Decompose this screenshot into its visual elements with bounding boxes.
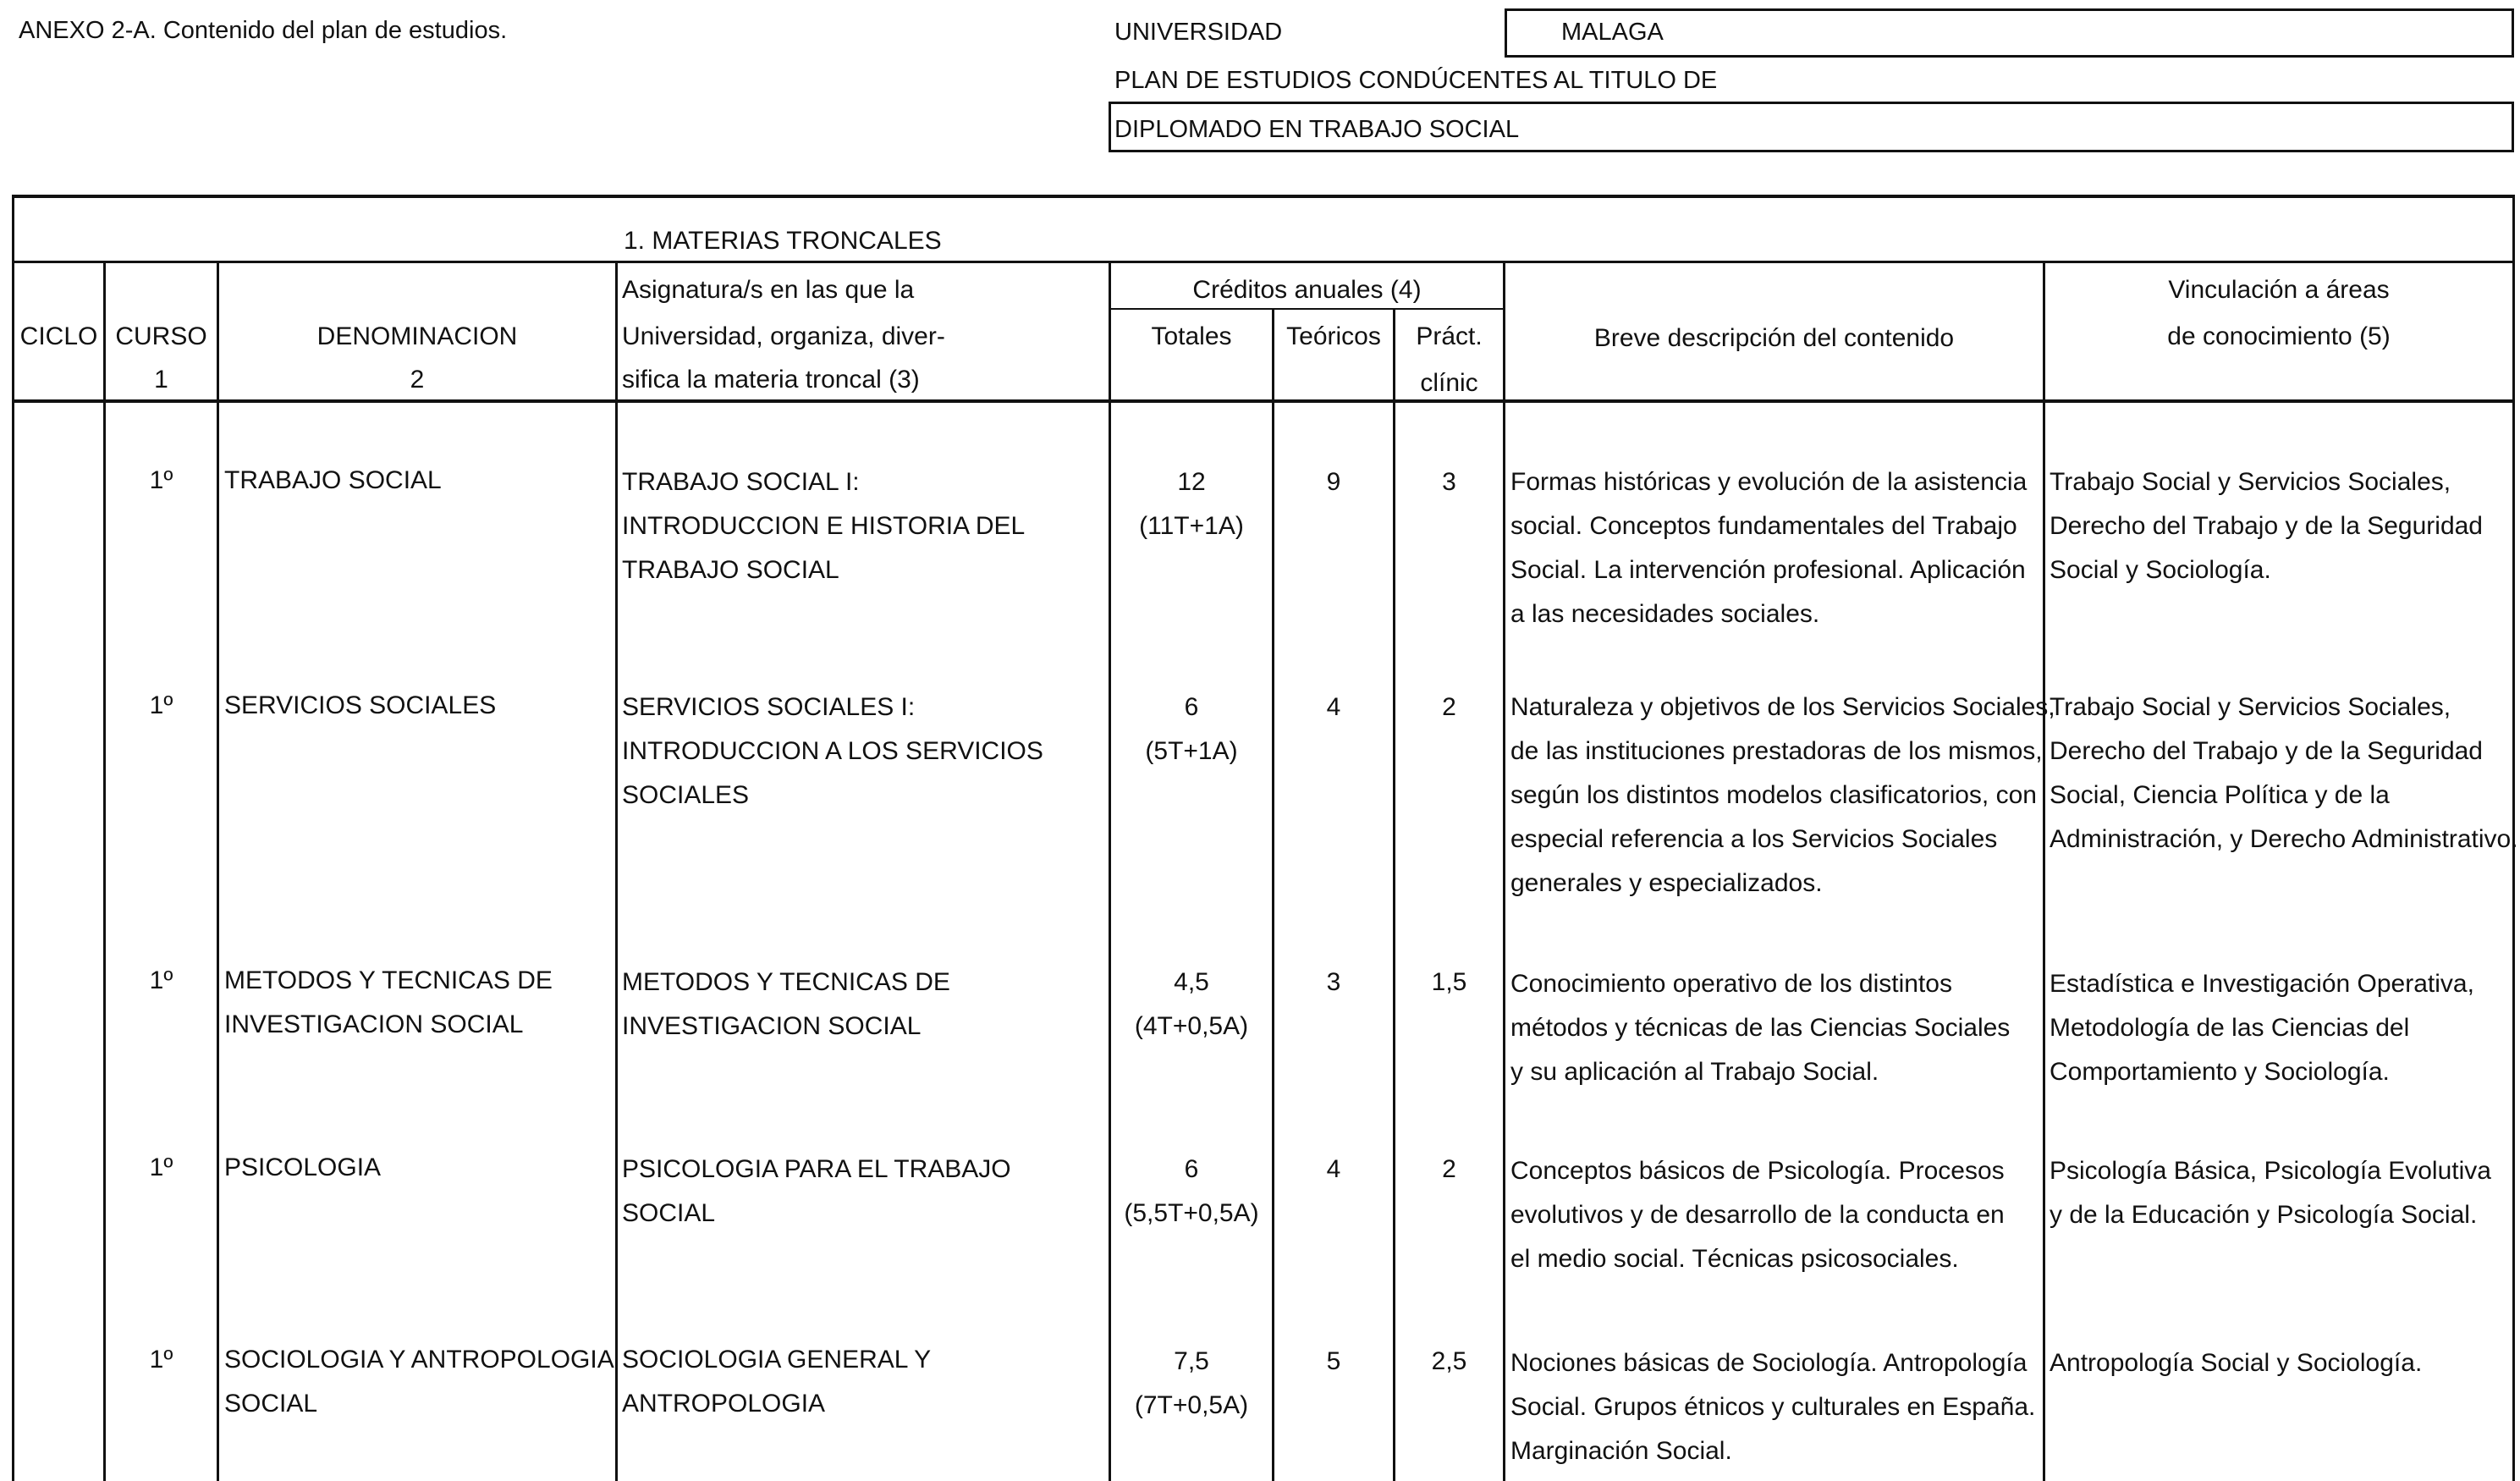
row-curso: 1º xyxy=(149,691,173,719)
row-practicos: 2 xyxy=(1442,693,1456,721)
header-bottom-border xyxy=(12,399,2515,403)
plan-label: PLAN DE ESTUDIOS CONDÚCENTES AL TITULO DE xyxy=(1114,67,1718,94)
header-descripcion: Breve descripción del contenido xyxy=(1593,324,1955,352)
header-curso-number: 1 xyxy=(154,366,168,394)
row-asignatura: TRABAJO SOCIAL I: INTRODUCCION E HISTORIA DEL TRABAJO SOCIAL xyxy=(622,468,1026,584)
header-teoricos: Teóricos xyxy=(1286,322,1381,350)
header-denominacion: DENOMINACION xyxy=(316,322,518,350)
col-line-3 xyxy=(615,261,618,1481)
row-practicos: 2,5 xyxy=(1431,1347,1467,1375)
row-teoricos: 4 xyxy=(1326,1155,1341,1183)
annex-title: ANEXO 2-A. Contenido del plan de estudios. xyxy=(19,17,508,44)
row-descripcion: Conocimiento operativo de los distintos métodos y técnicas de las Ciencias Sociales y su aplicación al Trabajo Social. xyxy=(1510,970,2011,1086)
row-practicos: 3 xyxy=(1442,468,1456,496)
table-top-border xyxy=(12,195,2515,198)
header-totales: Totales xyxy=(1151,322,1232,350)
university-label: UNIVERSIDAD xyxy=(1114,19,1283,46)
row-descripcion: Formas históricas y evolución de la asistencia social. Conceptos fundamentales del Trabajo Social. La intervención profesional. Aplicación a las necesidades sociales. xyxy=(1510,468,2028,628)
row-teoricos: 3 xyxy=(1326,968,1341,996)
row-curso: 1º xyxy=(149,966,173,994)
row-totales: 12 (11T+1A) xyxy=(1139,468,1244,540)
row-vinculacion: Antropología Social y Sociología. xyxy=(2050,1349,2423,1377)
credits-divider xyxy=(1110,308,1505,310)
row-asignatura: METODOS Y TECNICAS DE INVESTIGACION SOCIAL xyxy=(622,968,950,1040)
header-vinculacion-line1: Vinculación a áreas xyxy=(2168,276,2390,304)
col-line-0 xyxy=(12,195,14,1481)
header-asignatura-line3: sifica la materia troncal (3) xyxy=(622,366,920,394)
row-teoricos: 9 xyxy=(1326,468,1341,496)
row-practicos: 2 xyxy=(1442,1155,1456,1183)
row-denominacion: PSICOLOGIA xyxy=(224,1153,382,1181)
header-practicos-line2: clínic xyxy=(1420,369,1478,397)
row-practicos: 1,5 xyxy=(1431,968,1467,996)
degree-value: DIPLOMADO EN TRABAJO SOCIAL xyxy=(1114,116,1520,143)
header-asignatura-line2: Universidad, organiza, diver- xyxy=(622,322,945,350)
row-descripcion: Naturaleza y objetivos de los Servicios Sociales, de las instituciones prestadoras de los mismos, según los distintos modelos clasificatorios, con especial referencia a los Servicios Sociales generales y especializados. xyxy=(1510,693,2055,897)
row-totales: 6 (5,5T+0,5A) xyxy=(1124,1155,1259,1227)
header-asignatura-line1: Asignatura/s en las que la xyxy=(622,276,915,304)
col-line-2 xyxy=(217,261,219,1481)
col-line-7 xyxy=(1503,261,1505,1481)
row-totales: 6 (5T+1A) xyxy=(1145,693,1238,765)
row-denominacion: SERVICIOS SOCIALES xyxy=(224,691,497,719)
row-vinculacion: Psicología Básica, Psicología Evolutiva y de la Educación y Psicología Social. xyxy=(2050,1157,2491,1229)
header-creditos: Créditos anuales (4) xyxy=(1192,276,1422,304)
header-vinculacion-line2: de conocimiento (5) xyxy=(2167,322,2391,350)
row-vinculacion: Trabajo Social y Servicios Sociales, Derecho del Trabajo y de la Seguridad Social y Sociología. xyxy=(2050,468,2483,584)
row-vinculacion: Estadística e Investigación Operativa, Metodología de las Ciencias del Comportamiento y Sociología. xyxy=(2050,970,2474,1086)
row-denominacion: TRABAJO SOCIAL xyxy=(224,466,442,494)
row-totales: 7,5 (7T+0,5A) xyxy=(1134,1347,1249,1419)
section-title: 1. MATERIAS TRONCALES xyxy=(624,227,942,255)
row-curso: 1º xyxy=(149,1346,173,1374)
col-line-1 xyxy=(103,261,106,1481)
row-vinculacion: Trabajo Social y Servicios Sociales, Derecho del Trabajo y de la Seguridad Social, Ciencia Política y de la Administración, y Derecho Administrativo. xyxy=(2050,693,2518,853)
row-totales: 4,5 (4T+0,5A) xyxy=(1134,968,1249,1040)
row-denominacion: SOCIOLOGIA Y ANTROPOLOGIA SOCIAL xyxy=(224,1346,614,1418)
row-asignatura: SERVICIOS SOCIALES I: INTRODUCCION A LOS SERVICIOS SOCIALES xyxy=(622,693,1043,809)
row-teoricos: 5 xyxy=(1326,1347,1341,1375)
section-divider xyxy=(12,261,2515,263)
header-practicos-line1: Práct. xyxy=(1416,322,1483,350)
header-ciclo: CICLO xyxy=(19,322,98,350)
row-asignatura: SOCIOLOGIA GENERAL Y ANTROPOLOGIA xyxy=(622,1346,932,1418)
university-value: MALAGA xyxy=(1561,19,1664,46)
row-curso: 1º xyxy=(149,1153,173,1181)
header-curso: CURSO xyxy=(115,322,207,350)
row-descripcion: Conceptos básicos de Psicología. Procesos evolutivos y de desarrollo de la conducta en el medio social. Técnicas psicosociales. xyxy=(1510,1157,2005,1273)
row-descripcion: Nociones básicas de Sociología. Antropología Social. Grupos étnicos y culturales en España. Marginación Social. xyxy=(1510,1349,2036,1465)
row-denominacion: METODOS Y TECNICAS DE INVESTIGACION SOCIAL xyxy=(224,966,553,1038)
row-teoricos: 4 xyxy=(1326,693,1341,721)
row-asignatura: PSICOLOGIA PARA EL TRABAJO SOCIAL xyxy=(622,1155,1011,1227)
col-line-4 xyxy=(1109,261,1111,1481)
header-denominacion-number: 2 xyxy=(410,366,425,394)
row-curso: 1º xyxy=(149,466,173,494)
